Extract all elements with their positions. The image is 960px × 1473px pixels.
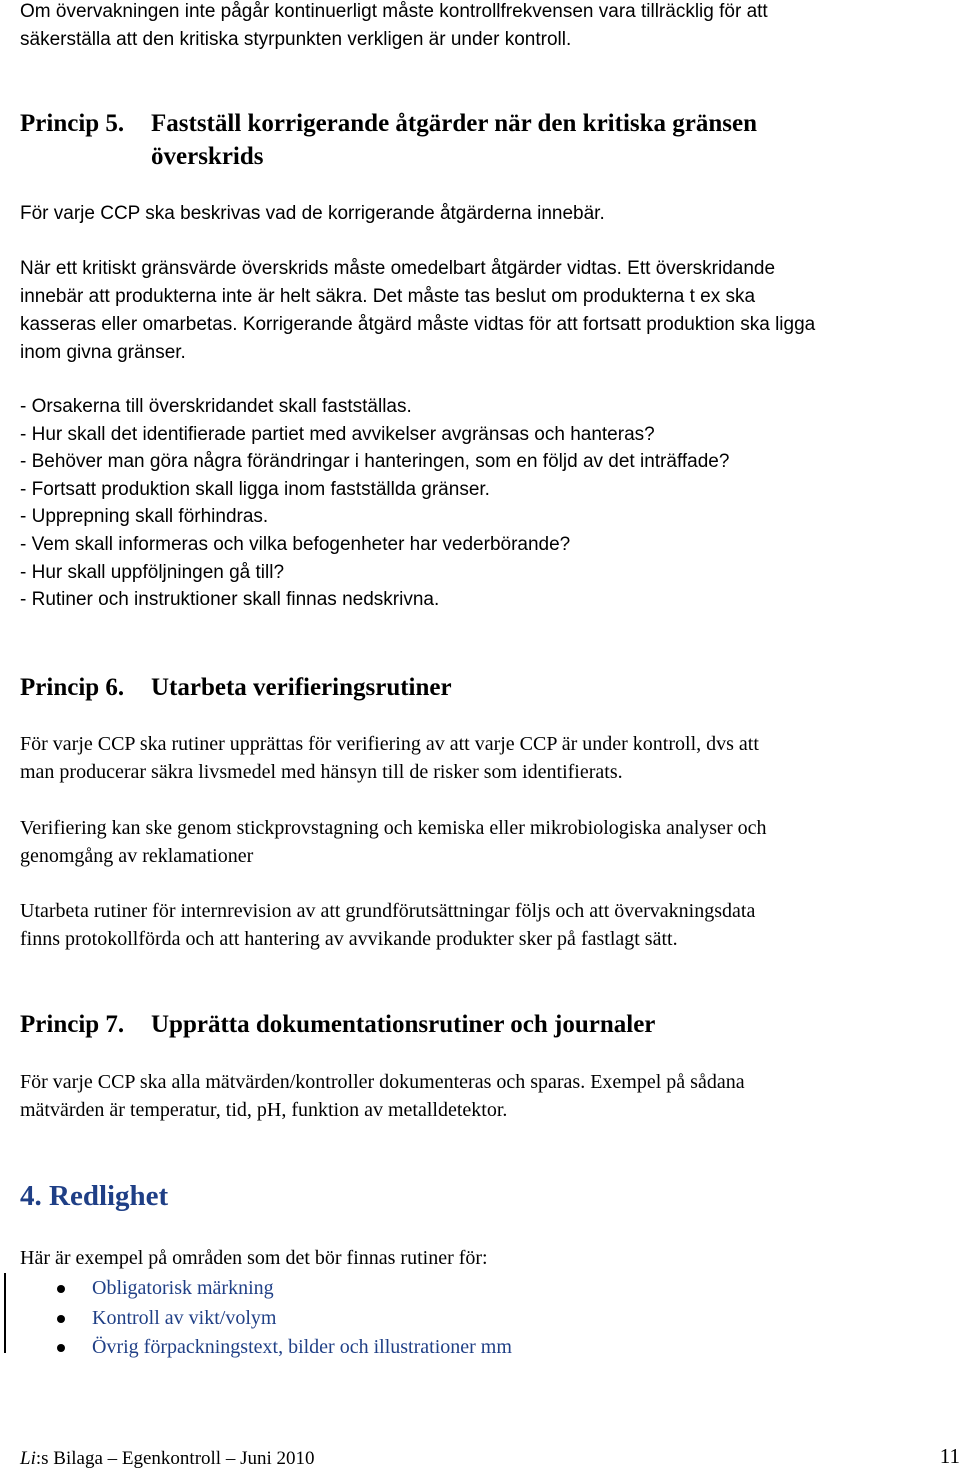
body-line: kasseras eller omarbetas. Korrigerande åtgärd måste vidtas för att fortsatt produktion ska ligga: [20, 314, 816, 335]
section-4-list: [20, 1274, 512, 1363]
para-line: man producerar säkra livsmedel med hänsyn till de risker som identifierats.: [20, 761, 623, 783]
list-item: - Orsakerna till överskridandet skall fastställas.: [20, 396, 412, 417]
para-line: genomgång av reklamationer: [20, 845, 254, 867]
intro-paragraph: [20, 0, 768, 54]
princip-5-list: [20, 393, 729, 614]
bullet-item[interactable]: [20, 1333, 512, 1363]
page-footer: [20, 1447, 315, 1471]
list-item: - Hur skall det identifierade partiet med avvikelser avgränsas och hanteras?: [20, 423, 655, 445]
princip-5-heading-cont: [151, 141, 264, 173]
list-item: - Behöver man göra några förändringar i hanteringen, som en följd av det inträffade?: [20, 451, 730, 473]
princip-6-heading: [20, 672, 452, 704]
section-4-heading: 4. Redlighet: [20, 1180, 169, 1212]
para-line: mätvärden är temperatur, tid, pH, funktion av metalldetektor.: [20, 1099, 508, 1121]
princip-5-number: Princip 5.: [20, 110, 125, 137]
list-item: - Rutiner och instruktioner skall finnas nedskrivna.: [20, 589, 440, 611]
princip-7-heading: [20, 1009, 655, 1041]
para-line: finns protokollförda och att hantering av avvikande produkter sker på fastlagt sätt.: [20, 928, 678, 950]
section-4-intro: Här är exempel på områden som det bör finnas rutiner för:: [20, 1247, 488, 1269]
bullet-icon: [57, 1315, 65, 1323]
para-line: Verifiering kan ske genom stickprovstagning och kemiska eller mikrobiologiska analyser och: [20, 817, 767, 839]
footer-brand: Li: [20, 1448, 36, 1469]
list-item: - Upprepning skall förhindras.: [20, 506, 269, 528]
princip-6-para-2: [20, 814, 766, 870]
princip-5-body: [20, 255, 815, 367]
princip-5-intro: För varje CCP ska beskrivas vad de korrigerande åtgärderna innebär.: [20, 203, 605, 224]
list-item: - Hur skall uppföljningen gå till?: [20, 561, 285, 583]
princip-7-number: Princip 7.: [20, 1011, 125, 1038]
intro-line: säkerställa att den kritiska styrpunkten verkligen är under kontroll.: [20, 29, 572, 50]
princip-6-title: Utarbeta verifieringsrutiner: [151, 674, 452, 701]
princip-5-title-line: överskrids: [151, 143, 264, 170]
intro-line: Om övervakningen inte pågår kontinuerligt måste kontrollfrekvensen vara tillräcklig för att: [20, 1, 768, 22]
princip-6-number: Princip 6.: [20, 674, 125, 701]
princip-7-title: Upprätta dokumentationsrutiner och journaler: [151, 1011, 656, 1038]
body-line: inom givna gränser.: [20, 342, 186, 363]
bullet-item[interactable]: [20, 1304, 512, 1334]
para-line: Utarbeta rutiner för internrevision av att grundförutsättningar följs och att övervakningsdata: [20, 900, 756, 922]
princip-5-heading: [20, 108, 757, 140]
bullet-item[interactable]: [20, 1274, 512, 1304]
bullet-link[interactable]: Obligatorisk märkning: [92, 1277, 274, 1299]
change-bar: [4, 1273, 6, 1353]
footer-text: :s Bilaga – Egenkontroll – Juni 2010: [35, 1448, 315, 1469]
page-number: 11: [939, 1444, 960, 1468]
princip-5-title-line: Fastställ korrigerande åtgärder när den kritiska gränsen: [151, 110, 758, 137]
bullet-link[interactable]: Kontroll av vikt/volym: [92, 1306, 277, 1329]
body-line: innebär att produkterna inte är helt säkra. Det måste tas beslut om produkterna t ex ska: [20, 286, 756, 307]
princip-6-para-3: [20, 897, 755, 953]
bullet-icon: [57, 1344, 65, 1352]
princip-7-para: [20, 1068, 745, 1124]
princip-6-para-1: [20, 730, 759, 786]
para-line: För varje CCP ska alla mätvärden/kontroller dokumenteras och sparas. Exempel på sådana: [20, 1071, 745, 1093]
body-line: När ett kritiskt gränsvärde överskrids måste omedelbart åtgärder vidtas. Ett överskridande: [20, 258, 776, 279]
list-item: - Vem skall informeras och vilka befogenheter har vederbörande?: [20, 533, 571, 555]
bullet-link[interactable]: Övrig förpackningstext, bilder och illustrationer mm: [92, 1336, 512, 1358]
para-line: För varje CCP ska rutiner upprättas för verifiering av att varje CCP är under kontroll, dvs att: [20, 733, 759, 755]
list-item: - Fortsatt produktion skall ligga inom fastställda gränser.: [20, 478, 490, 500]
bullet-icon: [57, 1285, 65, 1293]
